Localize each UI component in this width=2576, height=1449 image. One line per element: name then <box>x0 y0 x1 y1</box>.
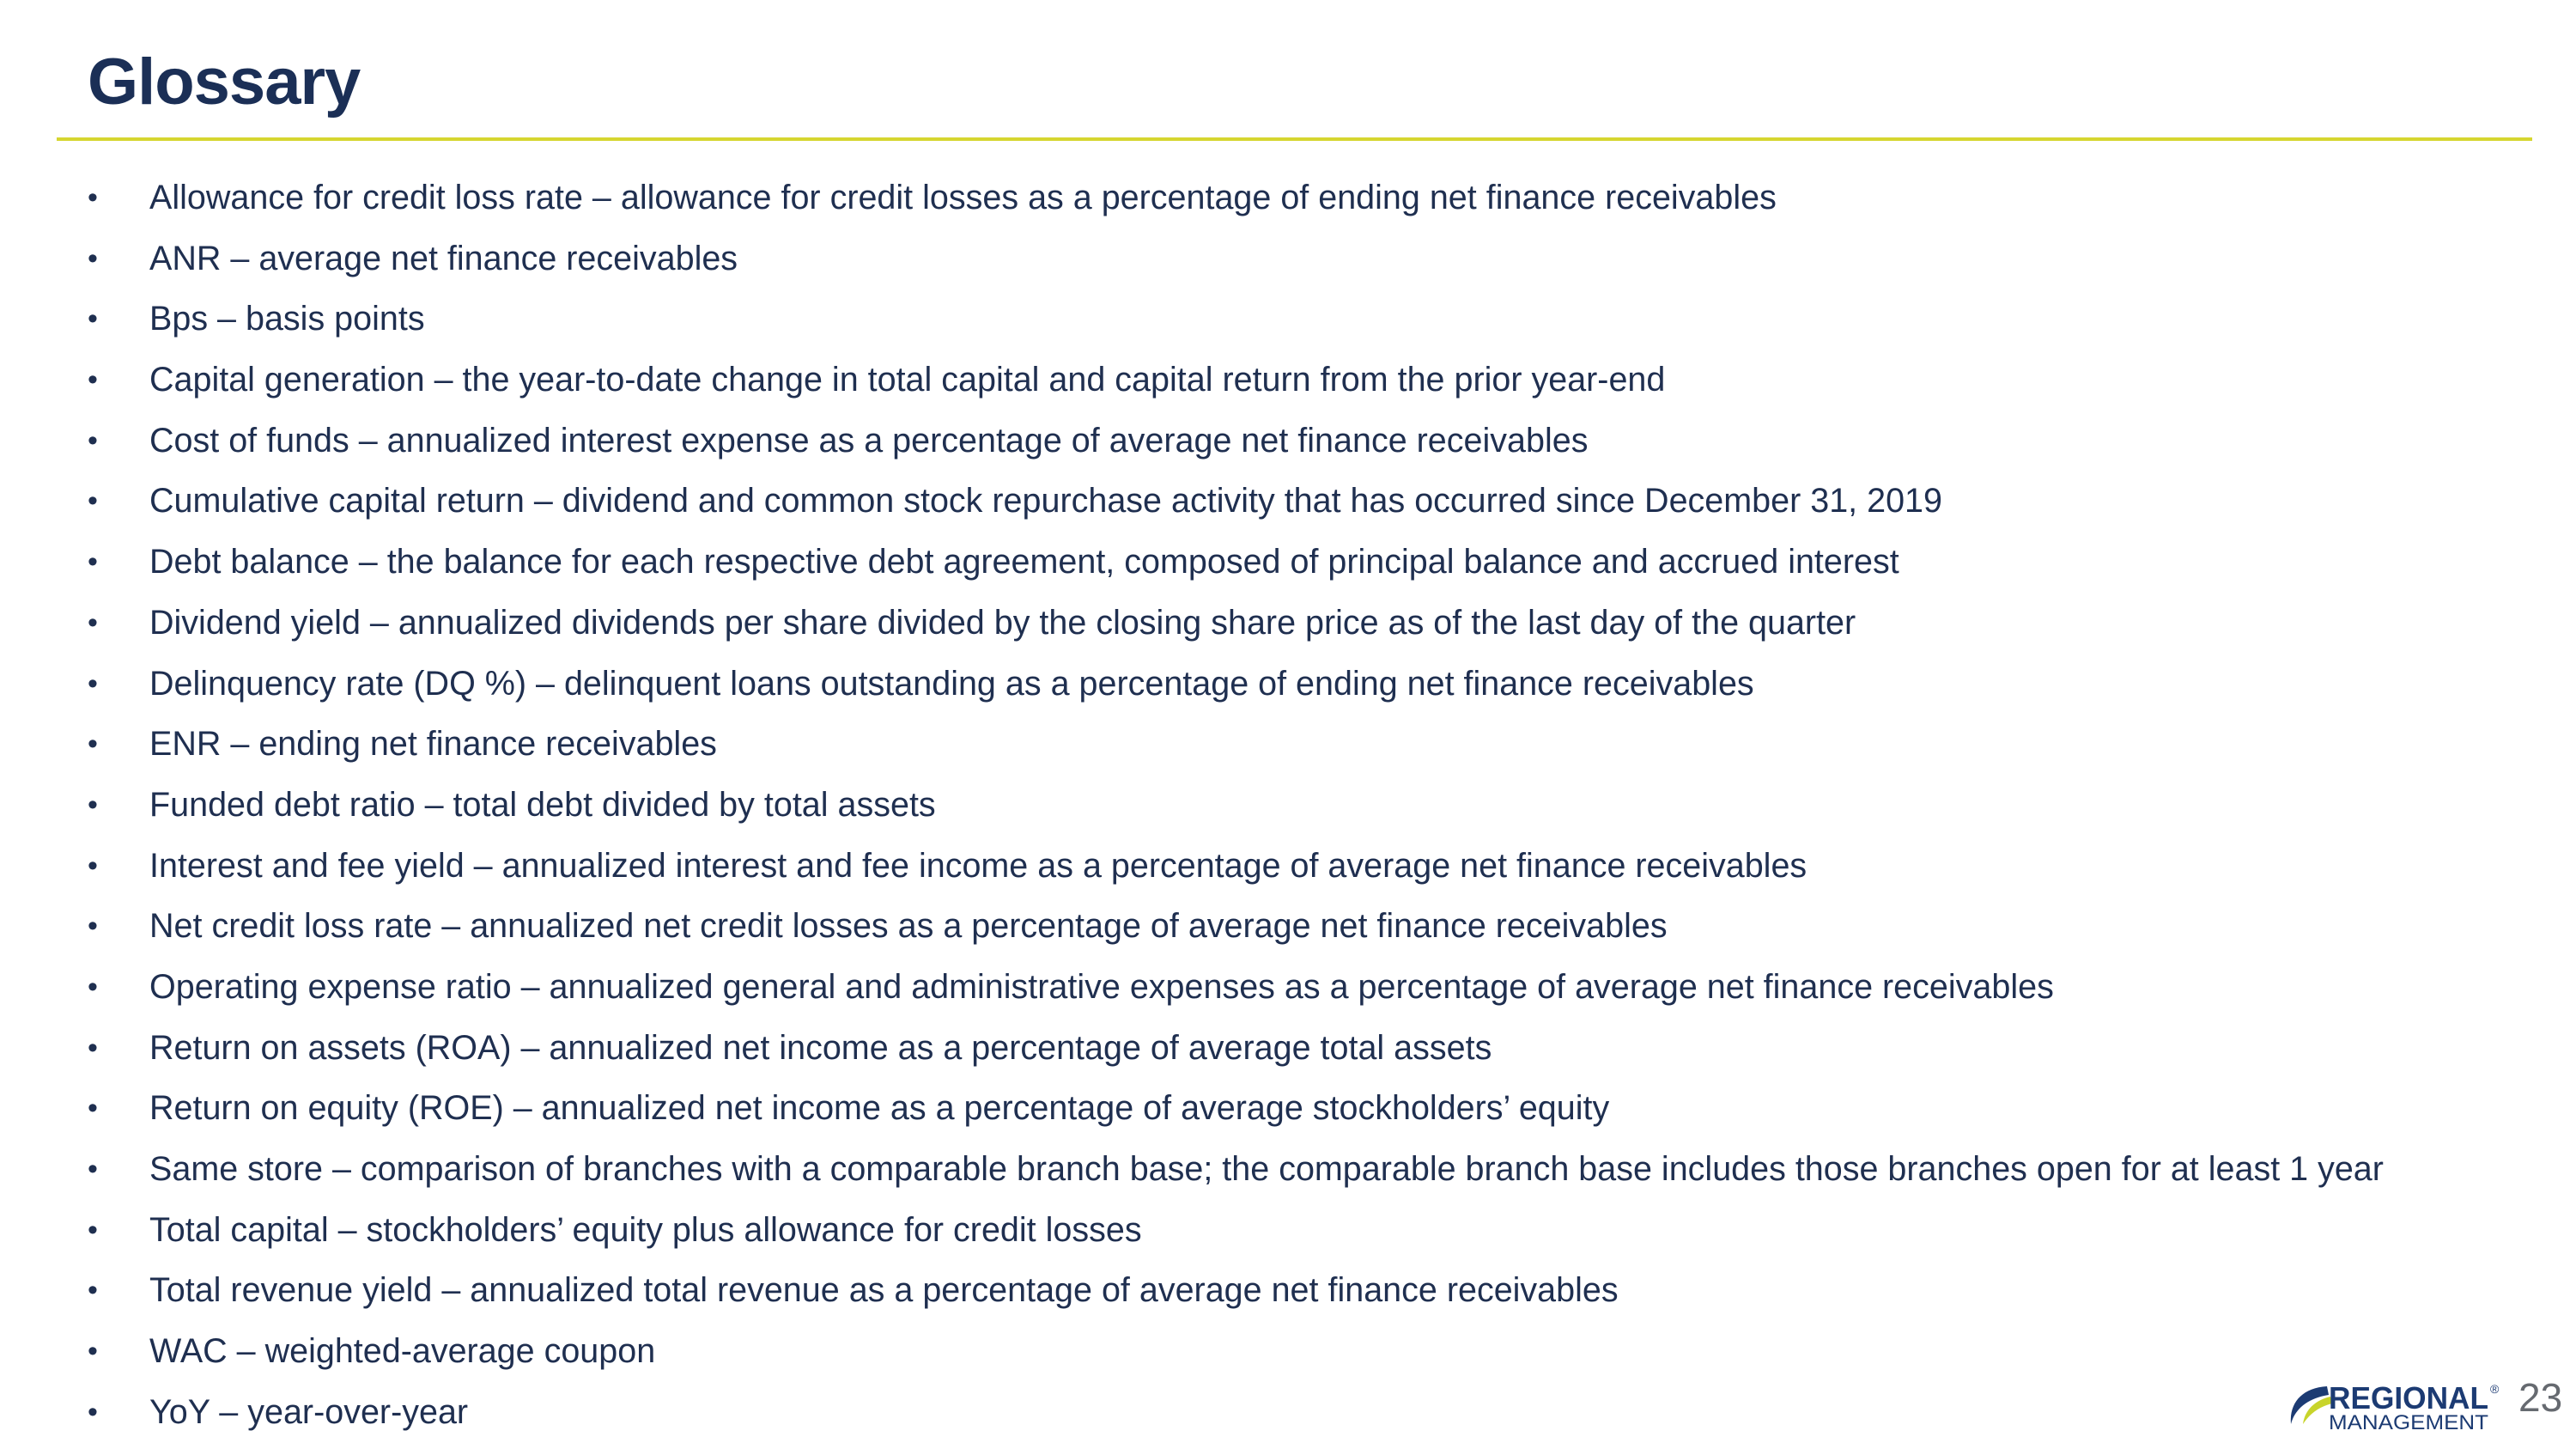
bullet-icon: • <box>88 363 98 397</box>
glossary-entry: Same store – comparison of branches with a comparable branch base; the comparable branch base includes those branches open for at least 1 year <box>149 1150 2384 1188</box>
glossary-entry: Total capital – stockholders’ equity plus allowance for credit losses <box>149 1210 1142 1249</box>
glossary-entry: ENR – ending net finance receivables <box>149 725 717 764</box>
list-item <box>84 1388 2384 1449</box>
list-item <box>84 781 2384 842</box>
bullet-icon: • <box>88 484 98 518</box>
list-item <box>84 1266 2384 1327</box>
bullet-icon: • <box>88 1395 98 1428</box>
list-item <box>84 295 2384 356</box>
list-item <box>84 842 2384 903</box>
list-item <box>84 1145 2384 1206</box>
list-item <box>84 417 2384 478</box>
page-title: Glossary <box>88 46 361 119</box>
list-item <box>84 234 2384 295</box>
bullet-icon: • <box>88 1153 98 1185</box>
glossary-entry: Cost of funds – annualized interest expense as a percentage of average net finance receivables <box>149 421 1589 460</box>
bullet-icon: • <box>88 423 98 457</box>
glossary-entry: ANR – average net finance receivables <box>149 239 738 277</box>
glossary-entry: Delinquency rate (DQ %) – delinquent loans outstanding as a percentage of ending net finance receivables <box>149 664 1754 703</box>
bullet-icon: • <box>88 1335 98 1368</box>
glossary-entry: Bps – basis points <box>149 300 425 338</box>
list-item <box>84 720 2384 781</box>
bullet-icon: • <box>88 667 98 700</box>
glossary-entry: Return on assets (ROA) – annualized net income as a percentage of average total assets <box>149 1028 1492 1067</box>
list-item <box>84 902 2384 963</box>
list-item <box>84 1327 2384 1388</box>
list-item <box>84 660 2384 721</box>
glossary-entry: Funded debt ratio – total debt divided by total assets <box>149 785 936 824</box>
glossary-list <box>84 174 2384 1448</box>
glossary-entry: Allowance for credit loss rate – allowance for credit losses as a percentage of ending net finance receivables <box>149 179 1777 216</box>
bullet-icon: • <box>88 1274 98 1307</box>
glossary-entry: Return on equity (ROE) – annualized net income as a percentage of average stockholders’ equity <box>149 1089 1610 1128</box>
logo-registered-mark: ® <box>2490 1382 2500 1396</box>
bullet-icon: • <box>88 241 98 275</box>
bullet-icon: • <box>88 1092 98 1125</box>
bullet-icon: • <box>88 302 98 336</box>
list-item <box>84 477 2384 538</box>
page-number: 23 <box>2518 1375 2563 1420</box>
list-item <box>84 1084 2384 1145</box>
bullet-icon: • <box>88 1031 98 1064</box>
glossary-entry: WAC – weighted-average coupon <box>149 1332 656 1371</box>
list-item <box>84 963 2384 1024</box>
glossary-entry: Operating expense ratio – annualized general and administrative expenses as a percentage of average net finance receivables <box>149 967 2054 1006</box>
regional-management-logo <box>2284 1374 2516 1434</box>
glossary-entry: Dividend yield – annualized dividends per share divided by the closing share price as of the last day of the quarter <box>149 603 1856 642</box>
list-item <box>84 174 2384 234</box>
glossary-entry: Cumulative capital return – dividend and common stock repurchase activity that has occurred since December 31, 2019 <box>149 482 1942 521</box>
logo-line-management: MANAGEMENT <box>2329 1411 2489 1434</box>
list-item <box>84 356 2384 417</box>
list-item <box>84 538 2384 599</box>
bullet-icon: • <box>88 181 98 214</box>
glossary-entry: Debt balance – the balance for each respective debt agreement, composed of principal balance and accrued interest <box>149 543 1899 581</box>
bullet-icon: • <box>88 849 98 882</box>
bullet-icon: • <box>88 545 98 579</box>
bullet-icon: • <box>88 970 98 1003</box>
bullet-icon: • <box>88 606 98 639</box>
logo-line-regional: REGIONAL <box>2329 1380 2488 1416</box>
list-item <box>84 599 2384 660</box>
title-divider <box>57 137 2532 141</box>
glossary-entry: Capital generation – the year-to-date change in total capital and capital return from the prior year-end <box>149 361 1666 399</box>
glossary-entry: Interest and fee yield – annualized interest and fee income as a percentage of average net finance receivables <box>149 846 1807 885</box>
bullet-icon: • <box>88 728 98 761</box>
bullet-icon: • <box>88 1213 98 1246</box>
glossary-entry: YoY – year-over-year <box>149 1392 469 1431</box>
glossary-entry: Total revenue yield – annualized total revenue as a percentage of average net finance receivables <box>149 1271 1619 1310</box>
list-item <box>84 1206 2384 1267</box>
list-item <box>84 1024 2384 1085</box>
glossary-entry: Net credit loss rate – annualized net credit losses as a percentage of average net finance receivables <box>149 907 1668 946</box>
bullet-icon: • <box>88 910 98 943</box>
bullet-icon: • <box>88 788 98 821</box>
